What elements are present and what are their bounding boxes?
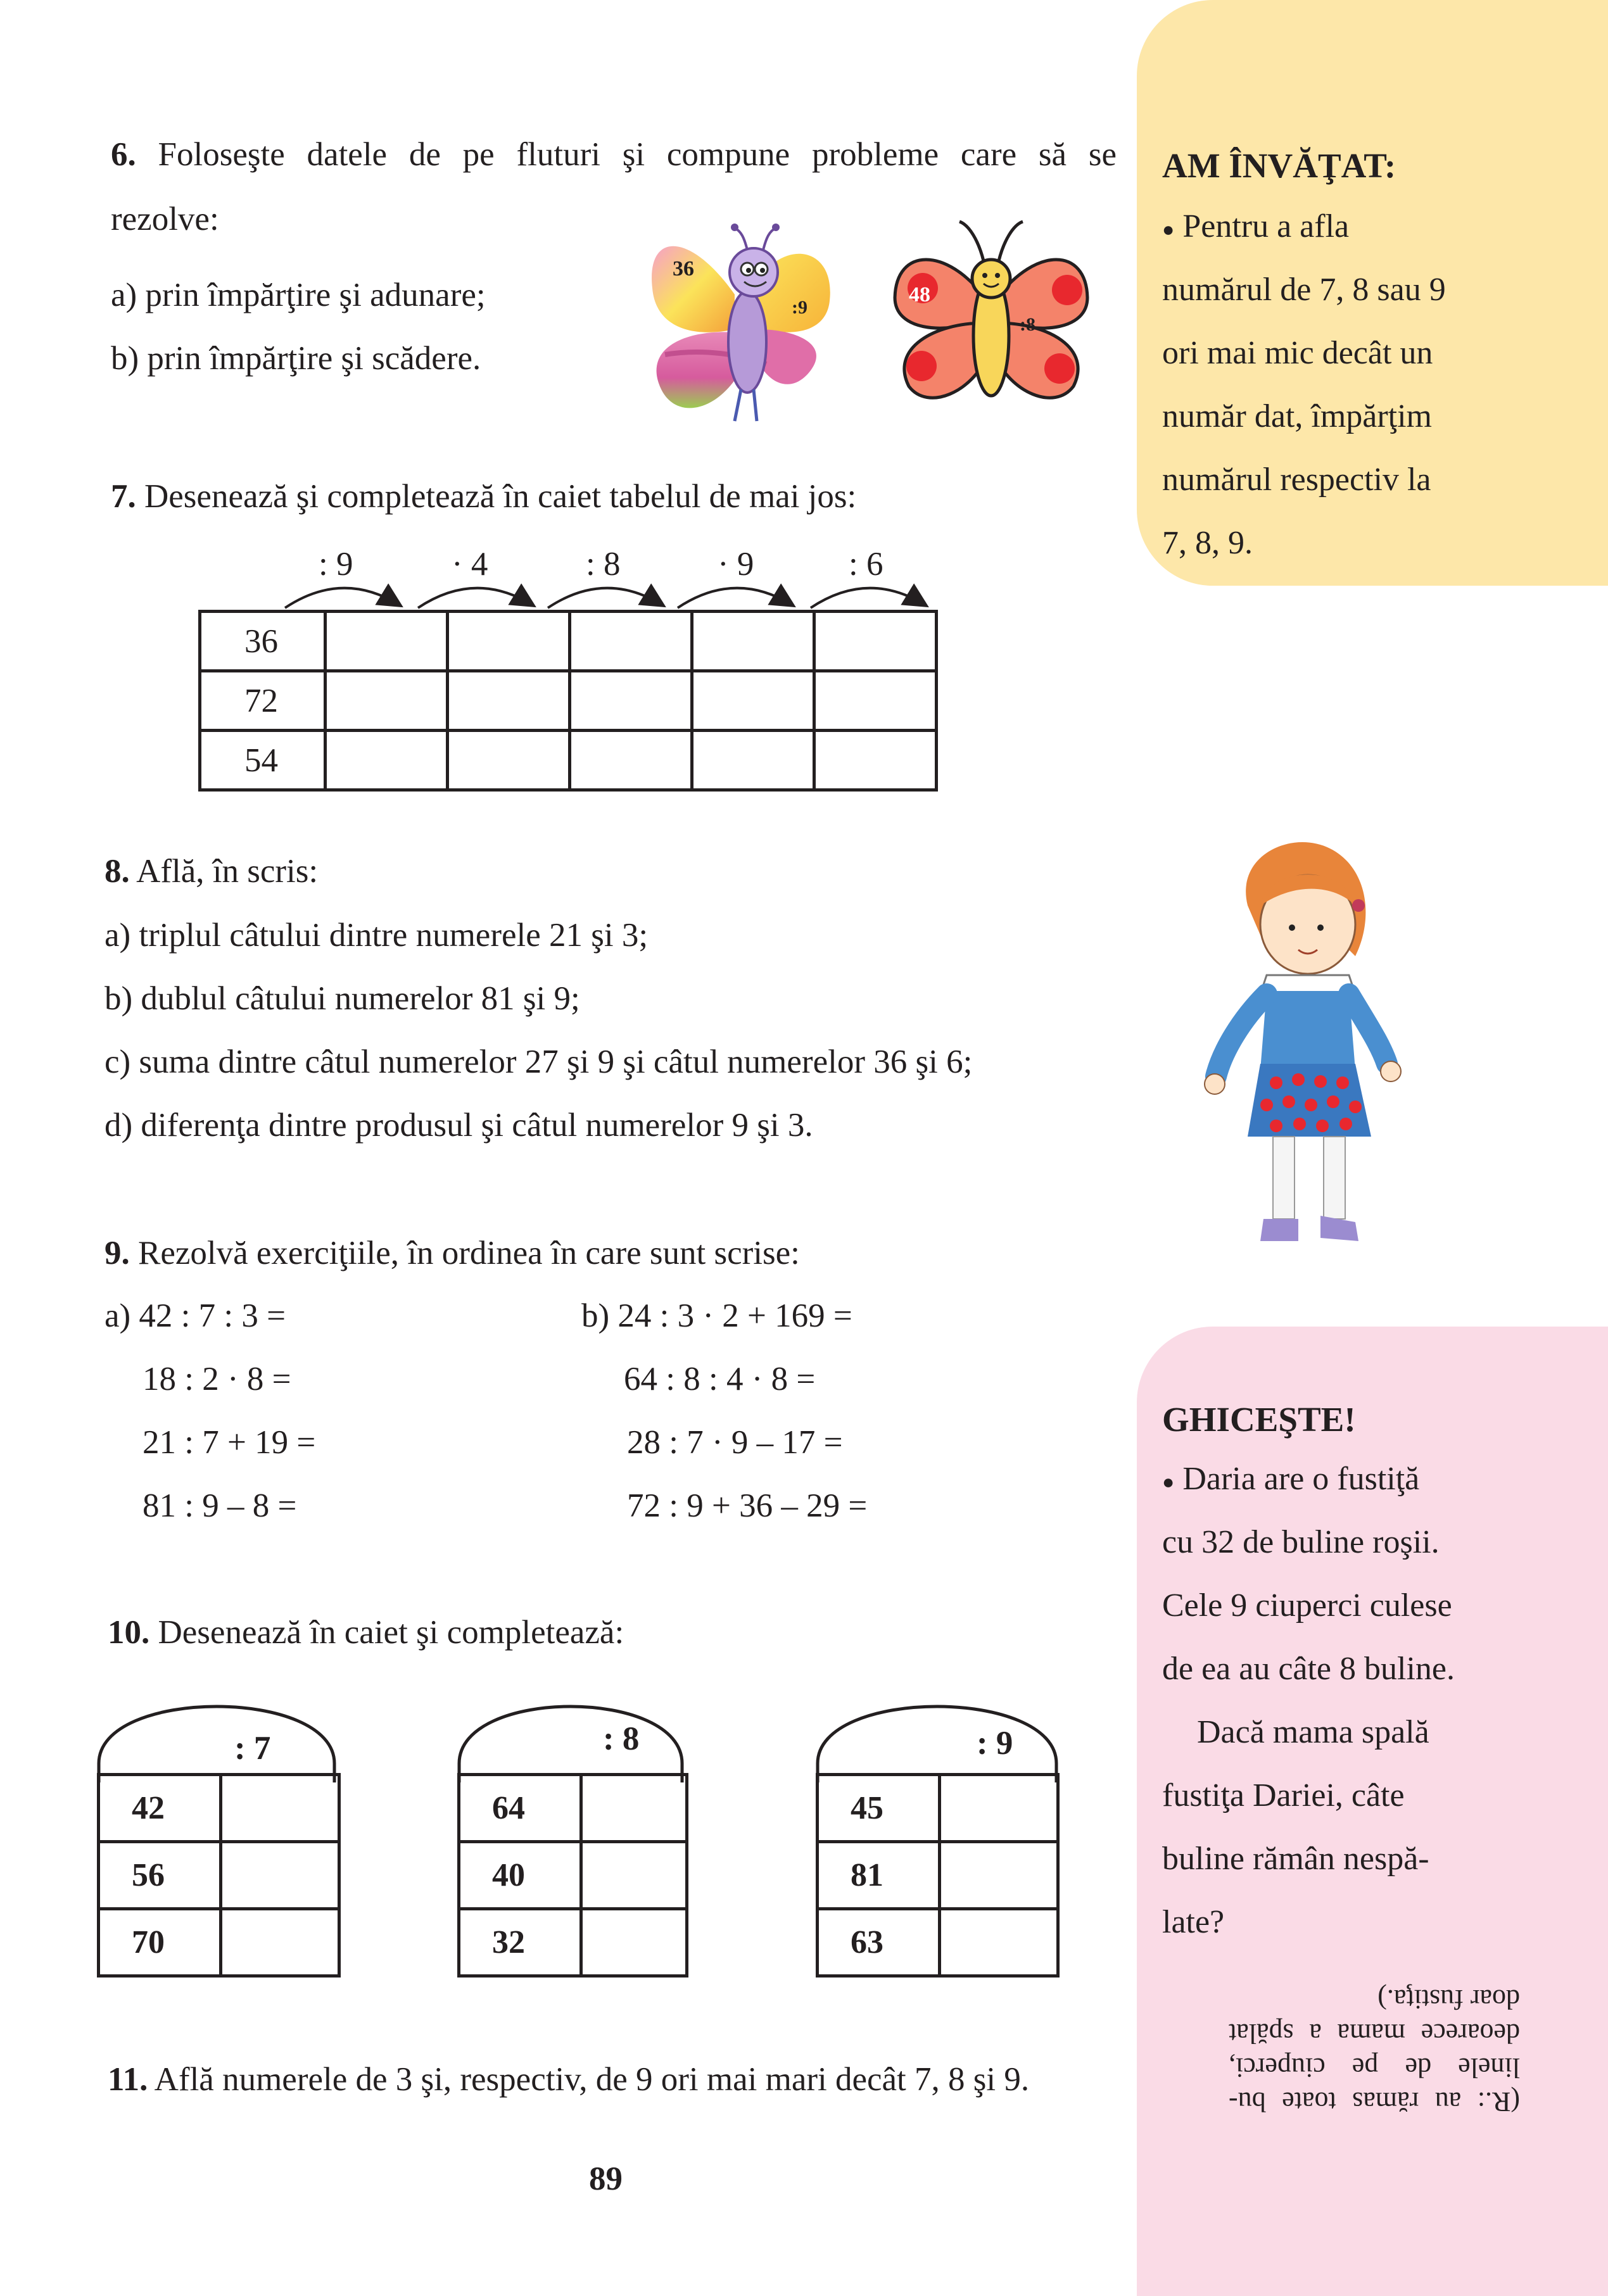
ex8-item-b: b) dublul câtului numerelor 81 şi 9; [104,980,580,1017]
ex10-op-3: : 9 [977,1725,1013,1762]
table-row [459,1842,687,1909]
ex7-row-value: 36 [200,612,326,671]
ex10-value: 45 [818,1775,940,1842]
ex7-op-3: : 8 [586,546,621,583]
ex7-cell [814,731,937,790]
ex7-op-2: · 4 [452,546,488,583]
ex7-number: 7. [111,478,136,515]
butterfly-red-dots-illustration [883,209,1099,412]
table-row [818,1842,1058,1909]
table-row [99,1909,339,1976]
butterfly2-divisor: :8 [1020,314,1035,335]
learned-line-2: numărul de 7, 8 sau 9 [1162,272,1446,308]
ex7-cell [448,612,570,671]
butterfly1-number: 36 [673,257,694,281]
ex10-cell [940,1775,1058,1842]
learned-text: Pentru a afla [1182,208,1350,244]
guess-answer-1: (R.: au rămas toate bu- [1229,2086,1520,2117]
learned-line-5: numărul respectiv la [1162,462,1431,498]
ex7-text: Desenează şi completează în caiet tabelul de mai jos: [144,478,857,515]
ex10-arch-1 [97,1681,338,1782]
butterfly1-divisor: :9 [792,297,807,318]
ex7-row-value: 72 [200,671,326,731]
ex10-arch-3 [816,1681,1060,1782]
ex10-value: 42 [99,1775,221,1842]
ex8-number: 8. [104,853,130,890]
learned-line-1: ● Pentru a afla [1162,208,1350,244]
ex10-value: 32 [459,1909,581,1976]
table-row [459,1909,687,1976]
ex7-cell [814,612,937,671]
ex9-title: Rezolvă exerciţiile, în ordinea în care sunt scrise: [138,1235,800,1271]
ex9-b-2: 64 : 8 : 4 · 8 = [624,1361,816,1397]
ex7-cell [326,612,448,671]
ex6-line2: rezolve: [111,201,219,237]
ex7-op-4: · 9 [718,546,754,583]
butterfly2-number: 48 [909,283,930,306]
table-row [99,1842,339,1909]
ex10-cell [581,1909,687,1976]
ex9-heading [104,1237,800,1270]
ex10-value: 81 [818,1842,940,1909]
guess-heading: GHICEŞTE! [1162,1400,1356,1439]
ex10-number: 10. [108,1614,150,1651]
ex10-op-1: : 7 [234,1730,271,1767]
ex6-item-a: a) prin împărţire şi adunare; [111,277,486,313]
table-row [200,731,937,790]
ex7-cell [570,731,692,790]
guess-line-1: ● Daria are o fustiţă [1162,1461,1420,1497]
table-row [200,612,937,671]
ex6-line1 [111,138,1117,172]
guess-answer-2: linele de pe ciuperci, [1229,2052,1520,2083]
ex8-item-a: a) triplul câtului dintre numerele 21 şi 3; [104,917,649,954]
table-row [818,1775,1058,1842]
ex9-number: 9. [104,1235,130,1271]
ex7-arrows [279,576,937,614]
ex7-op-5: : 6 [849,546,883,583]
ex7-cell [326,731,448,790]
ex10-cell [940,1909,1058,1976]
ex10-cell [581,1842,687,1909]
guess-line-8: late? [1162,1904,1225,1940]
ex10-value: 40 [459,1842,581,1909]
ex7-cell [692,671,814,731]
ex9-b-4: 72 : 9 + 36 – 29 = [627,1487,868,1524]
ex11-number: 11. [108,2061,148,2098]
table-row [200,671,937,731]
ex6-number: 6. [111,136,136,173]
ex11-text: Află numerele de 3 şi, respectiv, de 9 ori mai mari decât 7, 8 şi 9. [154,2061,1030,2098]
learned-line-3: ori mai mic decât un [1162,335,1433,371]
ex10-value: 63 [818,1909,940,1976]
ex9-b-1: b) 24 : 3 · 2 + 169 = [581,1297,852,1334]
ex7-cell [570,612,692,671]
guess-answer-3: deoarece mama a spălat [1229,2018,1520,2049]
ex10-value: 56 [99,1842,221,1909]
ex9-a-2: 18 : 2 · 8 = [142,1361,291,1397]
ex10-arch-2 [457,1681,685,1782]
ex10-table-2 [457,1773,688,1977]
ex7-cell [326,671,448,731]
ex7-row-value: 54 [200,731,326,790]
ex10-cell [221,1775,339,1842]
ex7-cell [692,731,814,790]
ex7-cell [448,731,570,790]
ex6-item-b: b) prin împărţire şi scădere. [111,340,481,377]
ex10-value: 70 [99,1909,221,1976]
ex8-item-d: d) diferenţa dintre produsul şi câtul numerelor 9 şi 3. [104,1107,813,1144]
ex7-cell [448,671,570,731]
ex11-heading [108,2063,1029,2097]
guess-line-5: Dacă mama spală [1197,1714,1429,1750]
learned-line-4: număr dat, împărţim [1162,398,1433,434]
guess-line-7: buline rămân nespă- [1162,1841,1429,1877]
ex7-op-1: : 9 [319,546,353,583]
ex8-title: Află, în scris: [136,853,319,890]
ex10-heading [108,1616,624,1649]
butterfly-watercolor-illustration [640,218,855,434]
guess-line-3: Cele 9 ciuperci culese [1162,1587,1452,1624]
ex7-cell [692,612,814,671]
table-row [99,1775,339,1842]
page-number: 89 [589,2160,623,2197]
ex10-value: 64 [459,1775,581,1842]
ex7-cell [814,671,937,731]
table-row [459,1775,687,1842]
learned-line-6: 7, 8, 9. [1162,525,1253,561]
ex9-a-1: a) 42 : 7 : 3 = [104,1297,286,1334]
ex10-table-1 [97,1773,341,1977]
guess-answer-4: doar fustiţa.) [1377,1984,1520,2015]
ex7-cell [570,671,692,731]
girl-illustration [1197,836,1438,1254]
guess-line-4: de ea au câte 8 buline. [1162,1651,1455,1687]
ex10-cell [221,1842,339,1909]
ex8-item-c: c) suma dintre câtul numerelor 27 şi 9 şi câtul numerelor 36 şi 6; [104,1044,973,1080]
ex7-table [198,610,938,792]
ex8-heading [104,855,318,888]
ex9-a-4: 81 : 9 – 8 = [142,1487,297,1524]
ex10-table-3 [816,1773,1060,1977]
ex9-a-3: 21 : 7 + 19 = [142,1424,316,1461]
guess-line-2: cu 32 de buline roşii. [1162,1524,1440,1560]
learned-heading: AM ÎNVĂŢAT: [1162,146,1396,185]
ex10-cell [581,1775,687,1842]
guess-line-6: fustiţa Dariei, câte [1162,1777,1405,1813]
ex6-text: Foloseşte datele de pe fluturi şi compune probleme care să se [158,136,1117,173]
ex10-op-2: : 8 [603,1720,640,1757]
guess-answer-upside-down [1229,1982,1520,2119]
ex9-b-3: 28 : 7 · 9 – 17 = [627,1424,843,1461]
ex10-cell [221,1909,339,1976]
table-row [818,1909,1058,1976]
guess-text: Daria are o fustiţă [1182,1461,1420,1497]
ex7-heading [111,480,856,514]
ex10-title: Desenează în caiet şi completează: [158,1614,624,1651]
ex10-cell [940,1842,1058,1909]
